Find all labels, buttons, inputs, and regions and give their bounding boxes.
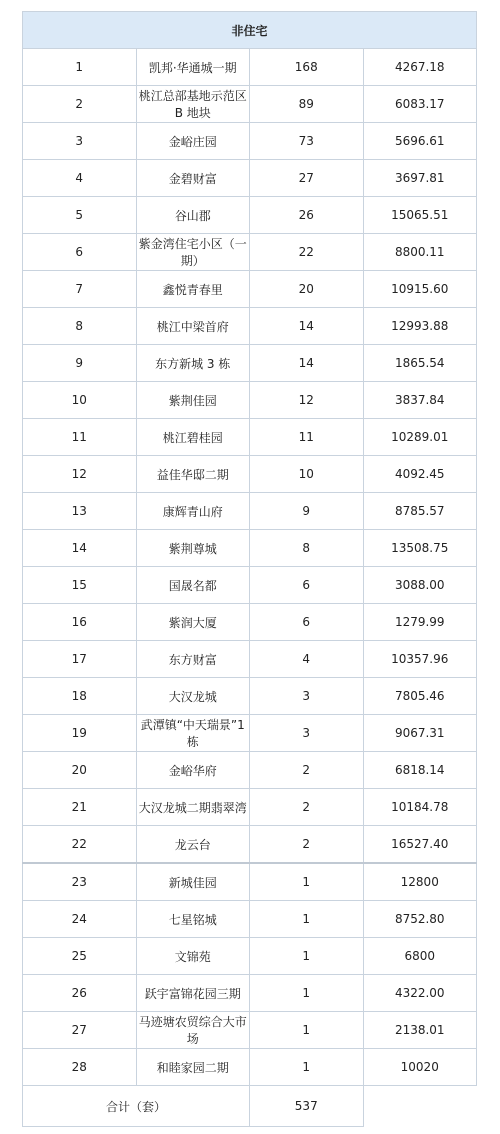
project-name: 鑫悦青春里: [136, 271, 250, 308]
area-value: 10915.60: [363, 271, 477, 308]
project-name: 桃江碧桂园: [136, 419, 250, 456]
project-name: 和睦家园二期: [136, 1049, 250, 1086]
row-index: 21: [23, 789, 137, 826]
row-index: 20: [23, 752, 137, 789]
area-value: 10184.78: [363, 789, 477, 826]
area-value: 10020: [363, 1049, 477, 1086]
row-index: 27: [23, 1012, 137, 1049]
unit-count: 3: [250, 715, 364, 752]
table-row: [23, 345, 477, 382]
row-index: 19: [23, 715, 137, 752]
total-count: 537: [250, 1086, 364, 1127]
table-row: [23, 456, 477, 493]
unit-count: 73: [250, 123, 364, 160]
table-body: [23, 49, 477, 1127]
total-row: [23, 1086, 477, 1127]
row-index: 18: [23, 678, 137, 715]
row-index: 10: [23, 382, 137, 419]
table-row: [23, 493, 477, 530]
area-value: 6818.14: [363, 752, 477, 789]
data-table: [22, 11, 477, 1127]
area-value: 10357.96: [363, 641, 477, 678]
total-label: 合计（套）: [23, 1086, 250, 1127]
area-value: 12800: [363, 863, 477, 901]
table-row: [23, 641, 477, 678]
table-row: [23, 271, 477, 308]
row-index: 15: [23, 567, 137, 604]
unit-count: 2: [250, 826, 364, 864]
project-name: 紫荆尊城: [136, 530, 250, 567]
project-name: 跃宇富锦花园三期: [136, 975, 250, 1012]
table-row: [23, 715, 477, 752]
table-row: [23, 1012, 477, 1049]
unit-count: 9: [250, 493, 364, 530]
area-value: 2138.01: [363, 1012, 477, 1049]
area-value: 5696.61: [363, 123, 477, 160]
area-value: 9067.31: [363, 715, 477, 752]
row-index: 3: [23, 123, 137, 160]
project-name: 武潭镇“中天瑞景”1 栋: [136, 715, 250, 752]
table-row: [23, 789, 477, 826]
project-name: 金碧财富: [136, 160, 250, 197]
unit-count: 4: [250, 641, 364, 678]
row-index: 9: [23, 345, 137, 382]
table-row: [23, 160, 477, 197]
row-index: 22: [23, 826, 137, 864]
total-area: [363, 1086, 477, 1127]
table-row: [23, 752, 477, 789]
area-value: 7805.46: [363, 678, 477, 715]
project-name: 桃江总部基地示范区 B 地块: [136, 86, 250, 123]
table-row: [23, 678, 477, 715]
table-row: [23, 86, 477, 123]
area-value: 13508.75: [363, 530, 477, 567]
project-name: 国晟名都: [136, 567, 250, 604]
table-row: [23, 49, 477, 86]
project-name: 新城佳园: [136, 863, 250, 901]
project-name: 大汉龙城: [136, 678, 250, 715]
row-index: 8: [23, 308, 137, 345]
table-row: [23, 123, 477, 160]
project-name: 东方新城 3 栋: [136, 345, 250, 382]
table-title: 非住宅: [23, 12, 477, 49]
unit-count: 12: [250, 382, 364, 419]
project-name: 金峪庄园: [136, 123, 250, 160]
row-index: 2: [23, 86, 137, 123]
row-index: 1: [23, 49, 137, 86]
unit-count: 6: [250, 604, 364, 641]
table-row: [23, 308, 477, 345]
unit-count: 8: [250, 530, 364, 567]
project-name: 紫润大厦: [136, 604, 250, 641]
row-index: 16: [23, 604, 137, 641]
project-name: 紫荆佳园: [136, 382, 250, 419]
row-index: 11: [23, 419, 137, 456]
table-row: [23, 826, 477, 864]
area-value: 6800: [363, 938, 477, 975]
row-index: 12: [23, 456, 137, 493]
area-value: 6083.17: [363, 86, 477, 123]
table-row: [23, 382, 477, 419]
unit-count: 3: [250, 678, 364, 715]
row-index: 13: [23, 493, 137, 530]
project-name: 益佳华邸二期: [136, 456, 250, 493]
area-value: 12993.88: [363, 308, 477, 345]
row-index: 28: [23, 1049, 137, 1086]
table-row: [23, 863, 477, 901]
area-value: 8752.80: [363, 901, 477, 938]
table-row: [23, 419, 477, 456]
area-value: 15065.51: [363, 197, 477, 234]
table-row: [23, 197, 477, 234]
project-name: 大汉龙城二期翡翠湾: [136, 789, 250, 826]
area-value: 8800.11: [363, 234, 477, 271]
area-value: 3837.84: [363, 382, 477, 419]
row-index: 26: [23, 975, 137, 1012]
unit-count: 2: [250, 789, 364, 826]
project-name: 文锦苑: [136, 938, 250, 975]
row-index: 5: [23, 197, 137, 234]
unit-count: 1: [250, 1049, 364, 1086]
table-row: [23, 604, 477, 641]
project-name: 龙云台: [136, 826, 250, 864]
unit-count: 1: [250, 1012, 364, 1049]
unit-count: 6: [250, 567, 364, 604]
unit-count: 2: [250, 752, 364, 789]
table-row: [23, 530, 477, 567]
project-name: 康辉青山府: [136, 493, 250, 530]
unit-count: 10: [250, 456, 364, 493]
unit-count: 1: [250, 863, 364, 901]
table-row: [23, 901, 477, 938]
project-name: 谷山郡: [136, 197, 250, 234]
project-name: 东方财富: [136, 641, 250, 678]
unit-count: 89: [250, 86, 364, 123]
area-value: 1279.99: [363, 604, 477, 641]
unit-count: 27: [250, 160, 364, 197]
row-index: 17: [23, 641, 137, 678]
area-value: 3088.00: [363, 567, 477, 604]
area-value: 4092.45: [363, 456, 477, 493]
table-row: [23, 234, 477, 271]
area-value: 4267.18: [363, 49, 477, 86]
area-value: 1865.54: [363, 345, 477, 382]
row-index: 23: [23, 863, 137, 901]
unit-count: 1: [250, 901, 364, 938]
table-row: [23, 567, 477, 604]
unit-count: 22: [250, 234, 364, 271]
area-value: 8785.57: [363, 493, 477, 530]
row-index: 6: [23, 234, 137, 271]
table-row: [23, 938, 477, 975]
unit-count: 20: [250, 271, 364, 308]
project-name: 马迹塘农贸综合大市场: [136, 1012, 250, 1049]
row-index: 24: [23, 901, 137, 938]
unit-count: 1: [250, 938, 364, 975]
unit-count: 1: [250, 975, 364, 1012]
unit-count: 26: [250, 197, 364, 234]
area-value: 16527.40: [363, 826, 477, 864]
unit-count: 168: [250, 49, 364, 86]
unit-count: 14: [250, 308, 364, 345]
project-name: 凯邦·华通城一期: [136, 49, 250, 86]
table-row: [23, 1049, 477, 1086]
unit-count: 11: [250, 419, 364, 456]
row-index: 4: [23, 160, 137, 197]
project-name: 桃江中梁首府: [136, 308, 250, 345]
row-index: 25: [23, 938, 137, 975]
row-index: 7: [23, 271, 137, 308]
area-value: 3697.81: [363, 160, 477, 197]
table-row: [23, 975, 477, 1012]
area-value: 4322.00: [363, 975, 477, 1012]
row-index: 14: [23, 530, 137, 567]
table-header-row: [23, 12, 477, 49]
area-value: 10289.01: [363, 419, 477, 456]
project-name: 紫金湾住宅小区（一期）: [136, 234, 250, 271]
project-name: 金峪华府: [136, 752, 250, 789]
unit-count: 14: [250, 345, 364, 382]
project-name: 七星铭城: [136, 901, 250, 938]
